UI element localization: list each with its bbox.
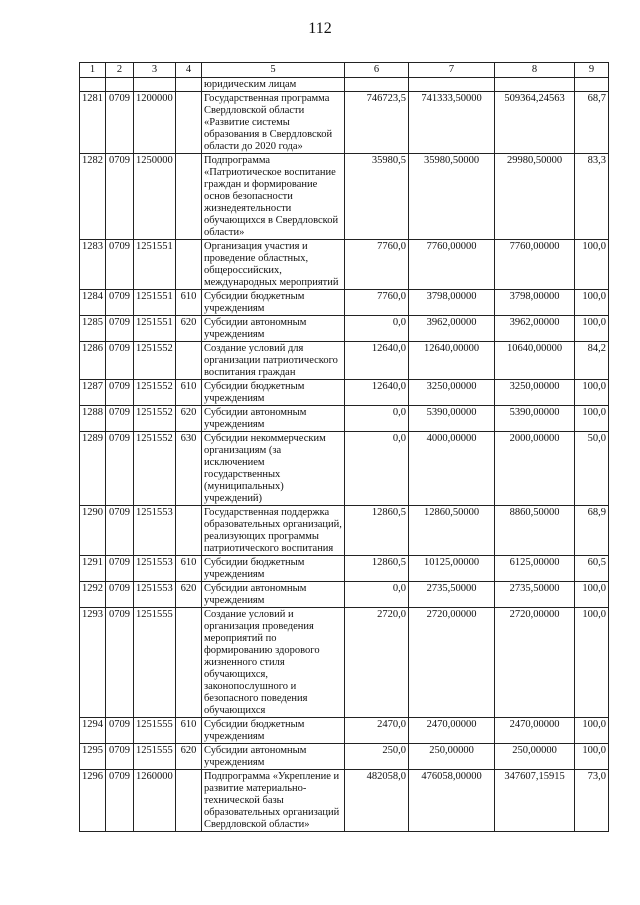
percent-executed: 100,0: [575, 316, 609, 342]
amount-executed: 3962,00000: [495, 316, 575, 342]
amount-revised: 741333,50000: [409, 92, 495, 154]
amount-planned: 482058,0: [345, 770, 409, 832]
target-code: 1251552: [134, 432, 176, 506]
amount-planned: 12640,0: [345, 342, 409, 380]
section-code: 0709: [106, 342, 134, 380]
item-name: Государственная программа Свердловской области «Развитие системы образования в Свердловской области до 2020 года»: [202, 92, 345, 154]
item-name: Субсидии автономным учреждениям: [202, 316, 345, 342]
item-name: Создание условий и организация проведения мероприятий по формированию здорового жизненного стиля обучающихся, законопослушного и безопасного поведения обучающихся: [202, 608, 345, 718]
item-name: Создание условий для организации патриотического воспитания граждан: [202, 342, 345, 380]
table-row: [80, 608, 609, 718]
section-code: 0709: [106, 406, 134, 432]
item-name: юридическим лицам: [202, 78, 345, 92]
item-name: Субсидии бюджетным учреждениям: [202, 290, 345, 316]
row-number: 1282: [80, 154, 106, 240]
section-code: 0709: [106, 718, 134, 744]
amount-revised: 2470,00000: [409, 718, 495, 744]
column-header: 9: [575, 63, 609, 78]
row-number: 1292: [80, 582, 106, 608]
item-name: Субсидии бюджетным учреждениям: [202, 380, 345, 406]
section-code: 0709: [106, 316, 134, 342]
amount-executed: [495, 78, 575, 92]
percent-executed: 50,0: [575, 432, 609, 506]
percent-executed: 100,0: [575, 380, 609, 406]
percent-executed: 100,0: [575, 744, 609, 770]
percent-executed: 68,7: [575, 92, 609, 154]
target-code: 1251555: [134, 744, 176, 770]
amount-executed: 2000,00000: [495, 432, 575, 506]
table-row: [80, 432, 609, 506]
amount-revised: 5390,00000: [409, 406, 495, 432]
amount-executed: 6125,00000: [495, 556, 575, 582]
expense-type: [176, 506, 202, 556]
percent-executed: 60,5: [575, 556, 609, 582]
table-row: [80, 582, 609, 608]
amount-revised: 2735,50000: [409, 582, 495, 608]
target-code: 1251553: [134, 556, 176, 582]
row-number: 1294: [80, 718, 106, 744]
amount-executed: 3798,00000: [495, 290, 575, 316]
expense-type: [176, 608, 202, 718]
percent-executed: [575, 78, 609, 92]
percent-executed: 100,0: [575, 582, 609, 608]
amount-revised: 250,00000: [409, 744, 495, 770]
row-number: 1283: [80, 240, 106, 290]
table-row: [80, 240, 609, 290]
section-code: 0709: [106, 582, 134, 608]
percent-executed: 100,0: [575, 718, 609, 744]
row-number: 1293: [80, 608, 106, 718]
row-number: 1284: [80, 290, 106, 316]
expense-type: [176, 342, 202, 380]
section-code: 0709: [106, 744, 134, 770]
expense-type: [176, 154, 202, 240]
amount-planned: 746723,5: [345, 92, 409, 154]
table-row: [80, 718, 609, 744]
amount-planned: 12860,5: [345, 556, 409, 582]
amount-planned: 35980,5: [345, 154, 409, 240]
target-code: 1251551: [134, 316, 176, 342]
amount-executed: 10640,00000: [495, 342, 575, 380]
column-header: 5: [202, 63, 345, 78]
amount-revised: 3798,00000: [409, 290, 495, 316]
item-name: Субсидии некоммерческим организациям (за исключением государственных (муниципальных) учреждений): [202, 432, 345, 506]
amount-revised: [409, 78, 495, 92]
expense-type: 620: [176, 316, 202, 342]
amount-revised: 7760,00000: [409, 240, 495, 290]
percent-executed: 100,0: [575, 608, 609, 718]
page-number: 112: [308, 20, 332, 37]
column-header: 7: [409, 63, 495, 78]
amount-executed: 7760,00000: [495, 240, 575, 290]
row-number: [80, 78, 106, 92]
section-code: 0709: [106, 608, 134, 718]
amount-planned: 2470,0: [345, 718, 409, 744]
row-number: 1288: [80, 406, 106, 432]
section-code: 0709: [106, 506, 134, 556]
column-header: 2: [106, 63, 134, 78]
row-number: 1291: [80, 556, 106, 582]
table-row: [80, 290, 609, 316]
target-code: 1251553: [134, 506, 176, 556]
amount-executed: 509364,24563: [495, 92, 575, 154]
expense-type: 610: [176, 290, 202, 316]
expense-type: [176, 240, 202, 290]
row-number: 1281: [80, 92, 106, 154]
amount-executed: 5390,00000: [495, 406, 575, 432]
column-header: 1: [80, 63, 106, 78]
target-code: 1251552: [134, 380, 176, 406]
percent-executed: 84,2: [575, 342, 609, 380]
amount-executed: 29980,50000: [495, 154, 575, 240]
amount-revised: 476058,00000: [409, 770, 495, 832]
item-name: Субсидии автономным учреждениям: [202, 406, 345, 432]
target-code: [134, 78, 176, 92]
section-code: 0709: [106, 154, 134, 240]
percent-executed: 83,3: [575, 154, 609, 240]
amount-planned: 12860,5: [345, 506, 409, 556]
expense-type: 610: [176, 718, 202, 744]
expense-type: 610: [176, 380, 202, 406]
section-code: 0709: [106, 770, 134, 832]
column-header: 3: [134, 63, 176, 78]
expense-type: [176, 770, 202, 832]
table-row: [80, 342, 609, 380]
row-number: 1295: [80, 744, 106, 770]
amount-executed: 2470,00000: [495, 718, 575, 744]
column-header: 4: [176, 63, 202, 78]
percent-executed: 73,0: [575, 770, 609, 832]
target-code: 1260000: [134, 770, 176, 832]
table-header-row: [80, 63, 609, 78]
table-row: [80, 406, 609, 432]
amount-planned: 12640,0: [345, 380, 409, 406]
column-header: 8: [495, 63, 575, 78]
amount-revised: 2720,00000: [409, 608, 495, 718]
target-code: 1250000: [134, 154, 176, 240]
table-body: [80, 78, 609, 832]
table-row: [80, 78, 609, 92]
table-row: [80, 506, 609, 556]
row-number: 1287: [80, 380, 106, 406]
table-row: [80, 154, 609, 240]
amount-revised: 3250,00000: [409, 380, 495, 406]
target-code: 1251551: [134, 240, 176, 290]
expense-type: 630: [176, 432, 202, 506]
target-code: 1251552: [134, 342, 176, 380]
amount-planned: 250,0: [345, 744, 409, 770]
item-name: Подпрограмма «Патриотическое воспитание граждан и формирование основ безопасности жизнедеятельности обучающихся в Свердловской области»: [202, 154, 345, 240]
section-code: 0709: [106, 432, 134, 506]
expense-type: 620: [176, 582, 202, 608]
column-header: 6: [345, 63, 409, 78]
item-name: Субсидии автономным учреждениям: [202, 744, 345, 770]
section-code: 0709: [106, 240, 134, 290]
amount-planned: 0,0: [345, 316, 409, 342]
percent-executed: 100,0: [575, 406, 609, 432]
section-code: [106, 78, 134, 92]
item-name: Субсидии бюджетным учреждениям: [202, 556, 345, 582]
item-name: Организация участия и проведение областных, общероссийских, международных мероприятий: [202, 240, 345, 290]
row-number: 1290: [80, 506, 106, 556]
target-code: 1251555: [134, 718, 176, 744]
amount-planned: 0,0: [345, 432, 409, 506]
budget-table: [79, 62, 609, 832]
table-row: [80, 92, 609, 154]
amount-executed: 8860,50000: [495, 506, 575, 556]
row-number: 1286: [80, 342, 106, 380]
expense-type: [176, 78, 202, 92]
section-code: 0709: [106, 290, 134, 316]
amount-revised: 12860,50000: [409, 506, 495, 556]
amount-planned: 2720,0: [345, 608, 409, 718]
table-row: [80, 380, 609, 406]
amount-executed: 3250,00000: [495, 380, 575, 406]
target-code: 1251553: [134, 582, 176, 608]
section-code: 0709: [106, 556, 134, 582]
section-code: 0709: [106, 380, 134, 406]
expense-type: 620: [176, 744, 202, 770]
table-row: [80, 556, 609, 582]
row-number: 1285: [80, 316, 106, 342]
amount-planned: 0,0: [345, 406, 409, 432]
amount-executed: 347607,15915: [495, 770, 575, 832]
row-number: 1296: [80, 770, 106, 832]
amount-executed: 250,00000: [495, 744, 575, 770]
section-code: 0709: [106, 92, 134, 154]
amount-revised: 4000,00000: [409, 432, 495, 506]
amount-revised: 12640,00000: [409, 342, 495, 380]
item-name: Подпрограмма «Укрепление и развитие материально-технической базы образовательных организаций Свердловской области»: [202, 770, 345, 832]
target-code: 1251551: [134, 290, 176, 316]
target-code: 1200000: [134, 92, 176, 154]
item-name: Государственная поддержка образовательных организаций, реализующих программы патриотического воспитания: [202, 506, 345, 556]
amount-revised: 35980,50000: [409, 154, 495, 240]
amount-executed: 2735,50000: [495, 582, 575, 608]
expense-type: 620: [176, 406, 202, 432]
amount-planned: [345, 78, 409, 92]
table-row: [80, 770, 609, 832]
table-row: [80, 316, 609, 342]
percent-executed: 68,9: [575, 506, 609, 556]
target-code: 1251555: [134, 608, 176, 718]
amount-executed: 2720,00000: [495, 608, 575, 718]
expense-type: [176, 92, 202, 154]
amount-planned: 0,0: [345, 582, 409, 608]
target-code: 1251552: [134, 406, 176, 432]
item-name: Субсидии автономным учреждениям: [202, 582, 345, 608]
table-row: [80, 744, 609, 770]
amount-planned: 7760,0: [345, 290, 409, 316]
amount-revised: 10125,00000: [409, 556, 495, 582]
expense-type: 610: [176, 556, 202, 582]
percent-executed: 100,0: [575, 240, 609, 290]
item-name: Субсидии бюджетным учреждениям: [202, 718, 345, 744]
percent-executed: 100,0: [575, 290, 609, 316]
row-number: 1289: [80, 432, 106, 506]
amount-revised: 3962,00000: [409, 316, 495, 342]
amount-planned: 7760,0: [345, 240, 409, 290]
